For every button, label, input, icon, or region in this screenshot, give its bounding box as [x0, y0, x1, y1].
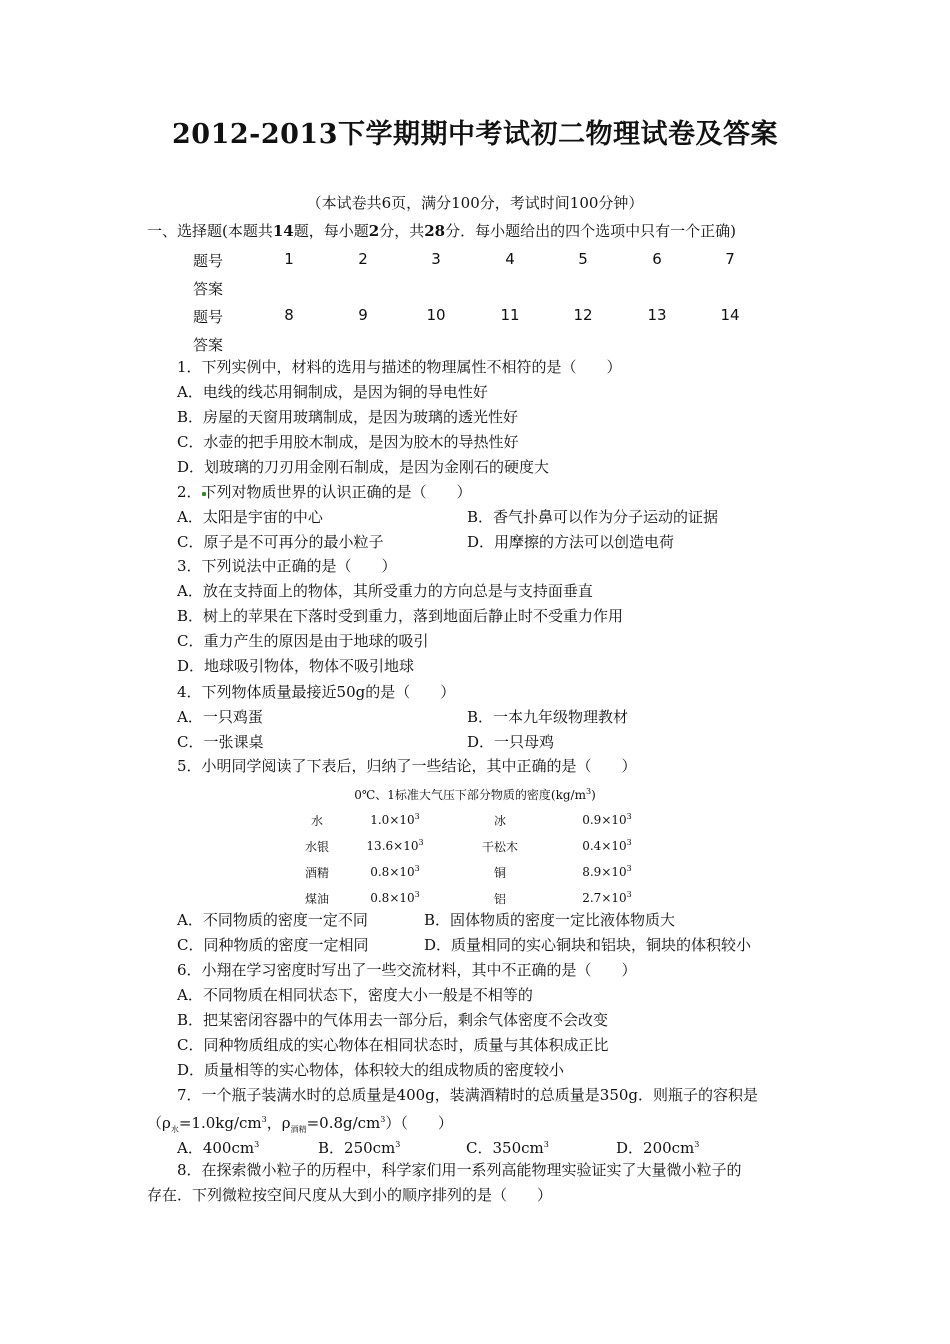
question-3-option-b: B．树上的苹果在下落时受到重力，落到地面后静止时不受重力作用	[177, 607, 624, 625]
question-6-option-b: B．把某密闭容器中的气体用去一部分后，剩余气体密度不会改变	[177, 1011, 609, 1029]
density-cell-value: $13.6\times 10^3$	[366, 838, 424, 853]
question-2-option-b: B．香气扑鼻可以作为分子运动的证据	[467, 508, 719, 526]
question-4-option-c: C．一张课桌	[177, 733, 264, 751]
question-3-option-c: C．重力产生的原因是由于地球的吸引	[177, 632, 429, 650]
table-cell: 3	[431, 250, 441, 268]
question-8-stem: 8．在探索微小粒子的历程中，科学家们用一系列高能物理实验证实了大量微小粒子的	[177, 1161, 742, 1179]
exam-subtitle: （本试卷共6页，满分100分，考试时间100分钟）	[306, 194, 644, 212]
question-4-option-b: B．一本九年级物理教材	[467, 708, 629, 726]
question-7-option-a: A．$400cm^3$	[177, 1139, 260, 1157]
answer-label: 答案	[193, 280, 224, 298]
question-4-option-a: A．一只鸡蛋	[177, 708, 263, 726]
question-2-option-a: A．太阳是宇宙的中心	[177, 508, 323, 526]
table-cell: 1	[284, 250, 294, 268]
question-1-option-a: A．电线的线芯用铜制成，是因为铜的导电性好	[177, 383, 488, 401]
question-5-option-a: A．不同物质的密度一定不同	[177, 911, 368, 929]
question-3-option-d: D．地球吸引物体，物体不吸引地球	[177, 657, 415, 675]
question-6-option-d: D．质量相等的实心物体，体积较大的组成物质的密度较小	[177, 1061, 565, 1079]
question-3-stem: 3．下列说法中正确的是（ ）	[177, 557, 397, 575]
table-cell: 10	[426, 306, 446, 324]
table-cell: 6	[652, 250, 662, 268]
question-8-stem-continued: 存在．下列微粒按空间尺度从大到小的顺序排列的是（ ）	[147, 1186, 553, 1204]
exam-title: 2012-2013下学期期中考试初二物理试卷及答案	[172, 119, 778, 150]
question-5-stem: 5．小明同学阅读了下表后，归纳了一些结论，其中正确的是（ ）	[177, 757, 637, 775]
density-cell-substance: 煤油	[304, 892, 329, 906]
table-cell: 5	[578, 250, 588, 268]
density-cell-value: $0.8\times 10^3$	[370, 864, 420, 879]
question-7-stem: 7．一个瓶子装满水时的总质量是400g，装满酒精时的总质量是350g．则瓶子的容积是	[177, 1086, 759, 1104]
question-1-option-d: D．划玻璃的刀刃用金刚石制成，是因为金刚石的硬度大	[177, 458, 550, 476]
density-cell-substance: 水银	[304, 840, 329, 854]
density-cell-substance: 铝	[493, 892, 506, 906]
question-number-label: 题号	[193, 308, 224, 326]
density-cell-substance: 铜	[493, 866, 506, 880]
question-6-stem: 6．小翔在学习密度时写出了一些交流材料，其中不正确的是（ ）	[177, 961, 637, 979]
question-5-option-c: C．同种物质的密度一定相同	[177, 936, 369, 954]
table-cell: 9	[358, 306, 368, 324]
question-number-label: 题号	[193, 252, 224, 270]
question-2-option-d: D．用摩擦的方法可以创造电荷	[467, 533, 675, 551]
table-cell: 7	[725, 250, 735, 268]
density-cell-substance: 冰	[493, 814, 506, 828]
answer-label: 答案	[193, 336, 224, 354]
question-2-option-c: C．原子是不可再分的最小粒子	[177, 533, 384, 551]
density-cell-substance: 干松木	[481, 840, 518, 854]
density-cell-substance: 水	[310, 814, 323, 828]
density-cell-value: $0.4\times 10^3$	[582, 838, 632, 853]
question-4-stem: 4．下列物体质量最接近50g的是（ ）	[177, 683, 456, 701]
question-7-option-d: D．$200cm^3$	[616, 1139, 700, 1157]
question-6-option-a: A．不同物质在相同状态下，密度大小一般是不相等的	[177, 986, 533, 1004]
question-5-option-d: D．质量相同的实心铜块和铝块，铜块的体积较小	[424, 936, 752, 954]
question-4-option-d: D．一只母鸡	[467, 733, 555, 751]
table-cell: 2	[358, 250, 368, 268]
question-6-option-c: C．同种物质组成的实心物体在相同状态时，质量与其体积成正比	[177, 1036, 609, 1054]
density-cell-value: $0.9\times 10^3$	[582, 812, 632, 827]
table-cell: 13	[647, 306, 667, 324]
question-7-given-values: （$\rho_水=1.0kg/cm^3$，$\rho_{酒精}=0.8g/cm^3$）（ ）	[147, 1114, 453, 1134]
question-1-option-b: B．房屋的天窗用玻璃制成，是因为玻璃的透光性好	[177, 408, 519, 426]
table-cell: 8	[284, 306, 294, 324]
table-cell: 11	[500, 306, 520, 324]
table-cell: 4	[505, 250, 515, 268]
table-cell: 14	[720, 306, 740, 324]
density-cell-value: $1.0\times 10^3$	[370, 812, 420, 827]
question-3-option-a: A．放在支持面上的物体，其所受重力的方向总是与支持面垂直	[177, 582, 593, 600]
question-5-option-b: B．固体物质的密度一定比液体物质大	[424, 911, 676, 929]
question-1-option-c: C．水壶的把手用胶木制成，是因为胶木的导热性好	[177, 433, 519, 451]
density-cell-substance: 酒精	[304, 866, 329, 880]
question-1-stem: 1．下列实例中，材料的选用与描述的物理属性不相符的是（ ）	[177, 358, 622, 376]
density-cell-value: $0.8\times 10^3$	[370, 890, 420, 905]
section-heading: 一、选择题(本题共14题，每小题2分，共28分．每小题给出的四个选项中只有一个正确)	[147, 222, 736, 240]
question-7-option-b: B．$250cm^3$	[318, 1139, 401, 1157]
density-table-title: 0℃、1标准大气压下部分物质的密度$(kg/m^3)$	[354, 787, 596, 802]
table-cell: 12	[573, 306, 593, 324]
question-2-stem: 2．下列对物质世界的认识正确的是（ ）	[177, 483, 472, 501]
density-cell-value: $2.7\times 10^3$	[582, 890, 632, 905]
question-7-option-c: C．$350cm^3$	[466, 1139, 549, 1157]
density-cell-value: $8.9\times 10^3$	[582, 864, 632, 879]
